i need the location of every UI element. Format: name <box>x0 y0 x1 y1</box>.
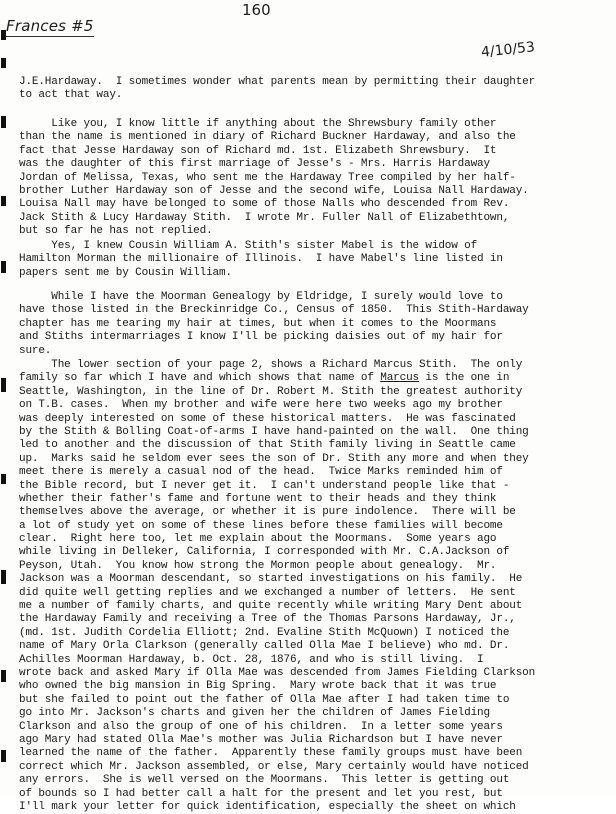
text-line: of bounds so I had better call a halt for the present and let you rest, but <box>19 787 503 800</box>
text-line: by the Stith & Bolling Coat-of-arms I have hand-painted on the wall. One thing <box>19 425 529 438</box>
text-line: the Bible record, but I never get it. I can't understand people like that - <box>19 479 510 492</box>
text-line: Achilles Moorman Hardaway, b. Oct. 28, 1876, and who is still living. I <box>19 653 484 666</box>
text-line: fact that Jesse Hardaway son of Richard md. 1st. Elizabeth Shrewsbury. It <box>19 144 497 157</box>
text-line: me a number of family charts, and quite recently while writing Mary Dent about <box>19 600 523 613</box>
binding-mark <box>1 670 6 682</box>
text-line: the Hardaway Family and receiving a Tree of the Thomas Parsons Hardaway, Jr., <box>19 613 516 626</box>
text-line: clear. Right here too, let me explain about the Moormans. Some years ago <box>19 533 497 546</box>
text-line: (md. 1st. Judith Cordelia Elliott; 2nd. Evaline Stith McQuown) I noticed the <box>19 626 510 639</box>
text-line: have those listed in the Breckinridge Co., Census of 1850. This Stith-Hardaway <box>19 304 529 317</box>
text-line: Peyson, Utah. You know how strong the Mormon people about genealogy. Mr. <box>19 559 497 572</box>
text-line: family so far which I have and which shows that name of Marcus is the one in <box>19 372 510 385</box>
text-line: on T.B. cases. When my brother and wife were here two weeks ago my brother <box>19 399 503 412</box>
text-line: but she failed to point out the father of Olla Mae after I had taken time to <box>19 693 510 706</box>
text-line: J.E.Hardaway. I sometimes wonder what parents mean by permitting their daughter <box>19 76 536 88</box>
handwritten-title: Frances #5 <box>6 17 94 35</box>
paragraph-shrewsbury <box>19 118 614 239</box>
binding-mark <box>1 261 6 273</box>
binding-mark <box>1 474 6 484</box>
text-line: While I have the Moorman Genealogy by Eldridge, I surely would love to <box>19 291 503 303</box>
text-line: learned the name of the father. Apparently these family groups must have been <box>19 747 523 760</box>
text-line: themselves above the average, or whether it is pure indolence. There will be <box>19 506 516 519</box>
text-line: brother Luther Hardaway son of Jesse and the second wife, Louisa Nall Hardaway. <box>19 184 529 197</box>
text-line: chapter has me tearing my hair at times, but when it comes to the Moormans <box>19 317 497 330</box>
binding-mark <box>1 750 6 762</box>
text-line: name of Mary Orla Clarkson (generally called Olla Mae I believe) who md. Dr. <box>19 640 510 653</box>
binding-mark <box>1 30 6 40</box>
text-line: go into Mr. Jackson's charts and given her the children of James Fielding <box>19 707 490 720</box>
text-line: than the name is mentioned in diary of Richard Buckner Hardaway, and also the <box>19 131 516 144</box>
binding-mark <box>1 58 6 68</box>
binding-mark <box>1 196 6 206</box>
text-line: whether their father's fame and fortune went to their heads and they think <box>19 492 497 505</box>
text-line: did quite well getting replies and we exchanged a number of letters. He sent <box>19 586 516 599</box>
text-line: sure. <box>19 344 52 357</box>
text-line: to act that way. <box>19 89 123 102</box>
title-underline <box>6 36 94 37</box>
text-line: Jackson was a Moorman descendant, so started investigations on his family. He <box>19 573 523 586</box>
text-line: I'll mark your letter for quick identification, especially the sheet on which <box>19 800 516 813</box>
text-line: led to another and the discussion of that Stith family living in Seattle came <box>19 439 516 452</box>
text-line: up. Marks said he seldom ever sees the son of Dr. Stith any more and when they <box>19 452 529 465</box>
text-line: wrote back and asked Mary if Olla Mae was descended from James Fielding Clarkson <box>19 666 536 679</box>
text-line: any errors. She is well versed on the Moormans. This letter is getting out <box>19 774 510 787</box>
text-line: Jack Stith & Lucy Hardaway Stith. I wrote Mr. Fuller Nall of Elizabethtown, <box>19 211 510 224</box>
text-line: ago Mary had stated Olla Mae's mother was Julia Richardson but I have never <box>19 733 503 746</box>
text-line: while living in Delleker, California, I corresponded with Mr. C.A.Jackson of <box>19 546 510 559</box>
text-line: but so far he has not replied. <box>19 225 213 238</box>
binding-mark <box>1 570 6 584</box>
text-line: Seattle, Washington, in the line of Dr. Robert M. Stith the greatest authority <box>19 385 523 398</box>
text-line: was deeply interested on some of these historical matters. He was fascinated <box>19 412 516 425</box>
text-line: Like you, I know little if anything about the Shrewsbury family other <box>19 118 497 130</box>
handwritten-page-number: 160 <box>242 1 271 19</box>
paragraph-richard-marcus-stith <box>19 359 614 814</box>
binding-mark <box>1 116 6 128</box>
text-line: Hamilton Morman the millionaire of Illinois. I have Mabel's line listed in <box>19 253 503 266</box>
text-line: Louisa Nall may have belonged to some of those Nalls who descended from Rev. <box>19 198 510 211</box>
text-line: The lower section of your page 2, shows a Richard Marcus Stith. The only <box>19 359 523 371</box>
paragraph-opening <box>19 76 614 103</box>
text-line: papers sent me by Cousin William. <box>19 266 232 279</box>
text-line: who owned the big mansion in Big Spring. Mary wrote back that it was true <box>19 680 497 693</box>
text-line: was the daughter of this first marriage of Jesse's - Mrs. Harris Hardaway <box>19 158 490 171</box>
paragraph-moorman-genealogy <box>19 291 614 358</box>
text-line: Yes, I knew Cousin William A. Stith's sister Mabel is the widow of <box>19 240 478 252</box>
text-line: and Stiths intermarriages I know I'll be picking daisies out of my hair for <box>19 331 503 344</box>
underlined-word: Marcus <box>380 372 419 385</box>
text-line: Clarkson and also the group of one of his children. In a letter some years <box>19 720 503 733</box>
binding-mark <box>1 378 6 392</box>
text-line: a lot of study yet on some of these lines before these families will become <box>19 519 503 532</box>
handwritten-date: 4/10/53 <box>480 39 536 61</box>
paragraph-cousin-william <box>19 240 614 280</box>
text-line: correct which Mr. Jackson assembled, or else, Mary certainly would have noticed <box>19 760 529 773</box>
text-line: meet there is merely a casual nod of the head. Twice Marks reminded him of <box>19 466 503 479</box>
text-line: Jordan of Melissa, Texas, who sent me the Hardaway Tree compiled by her half- <box>19 171 516 184</box>
